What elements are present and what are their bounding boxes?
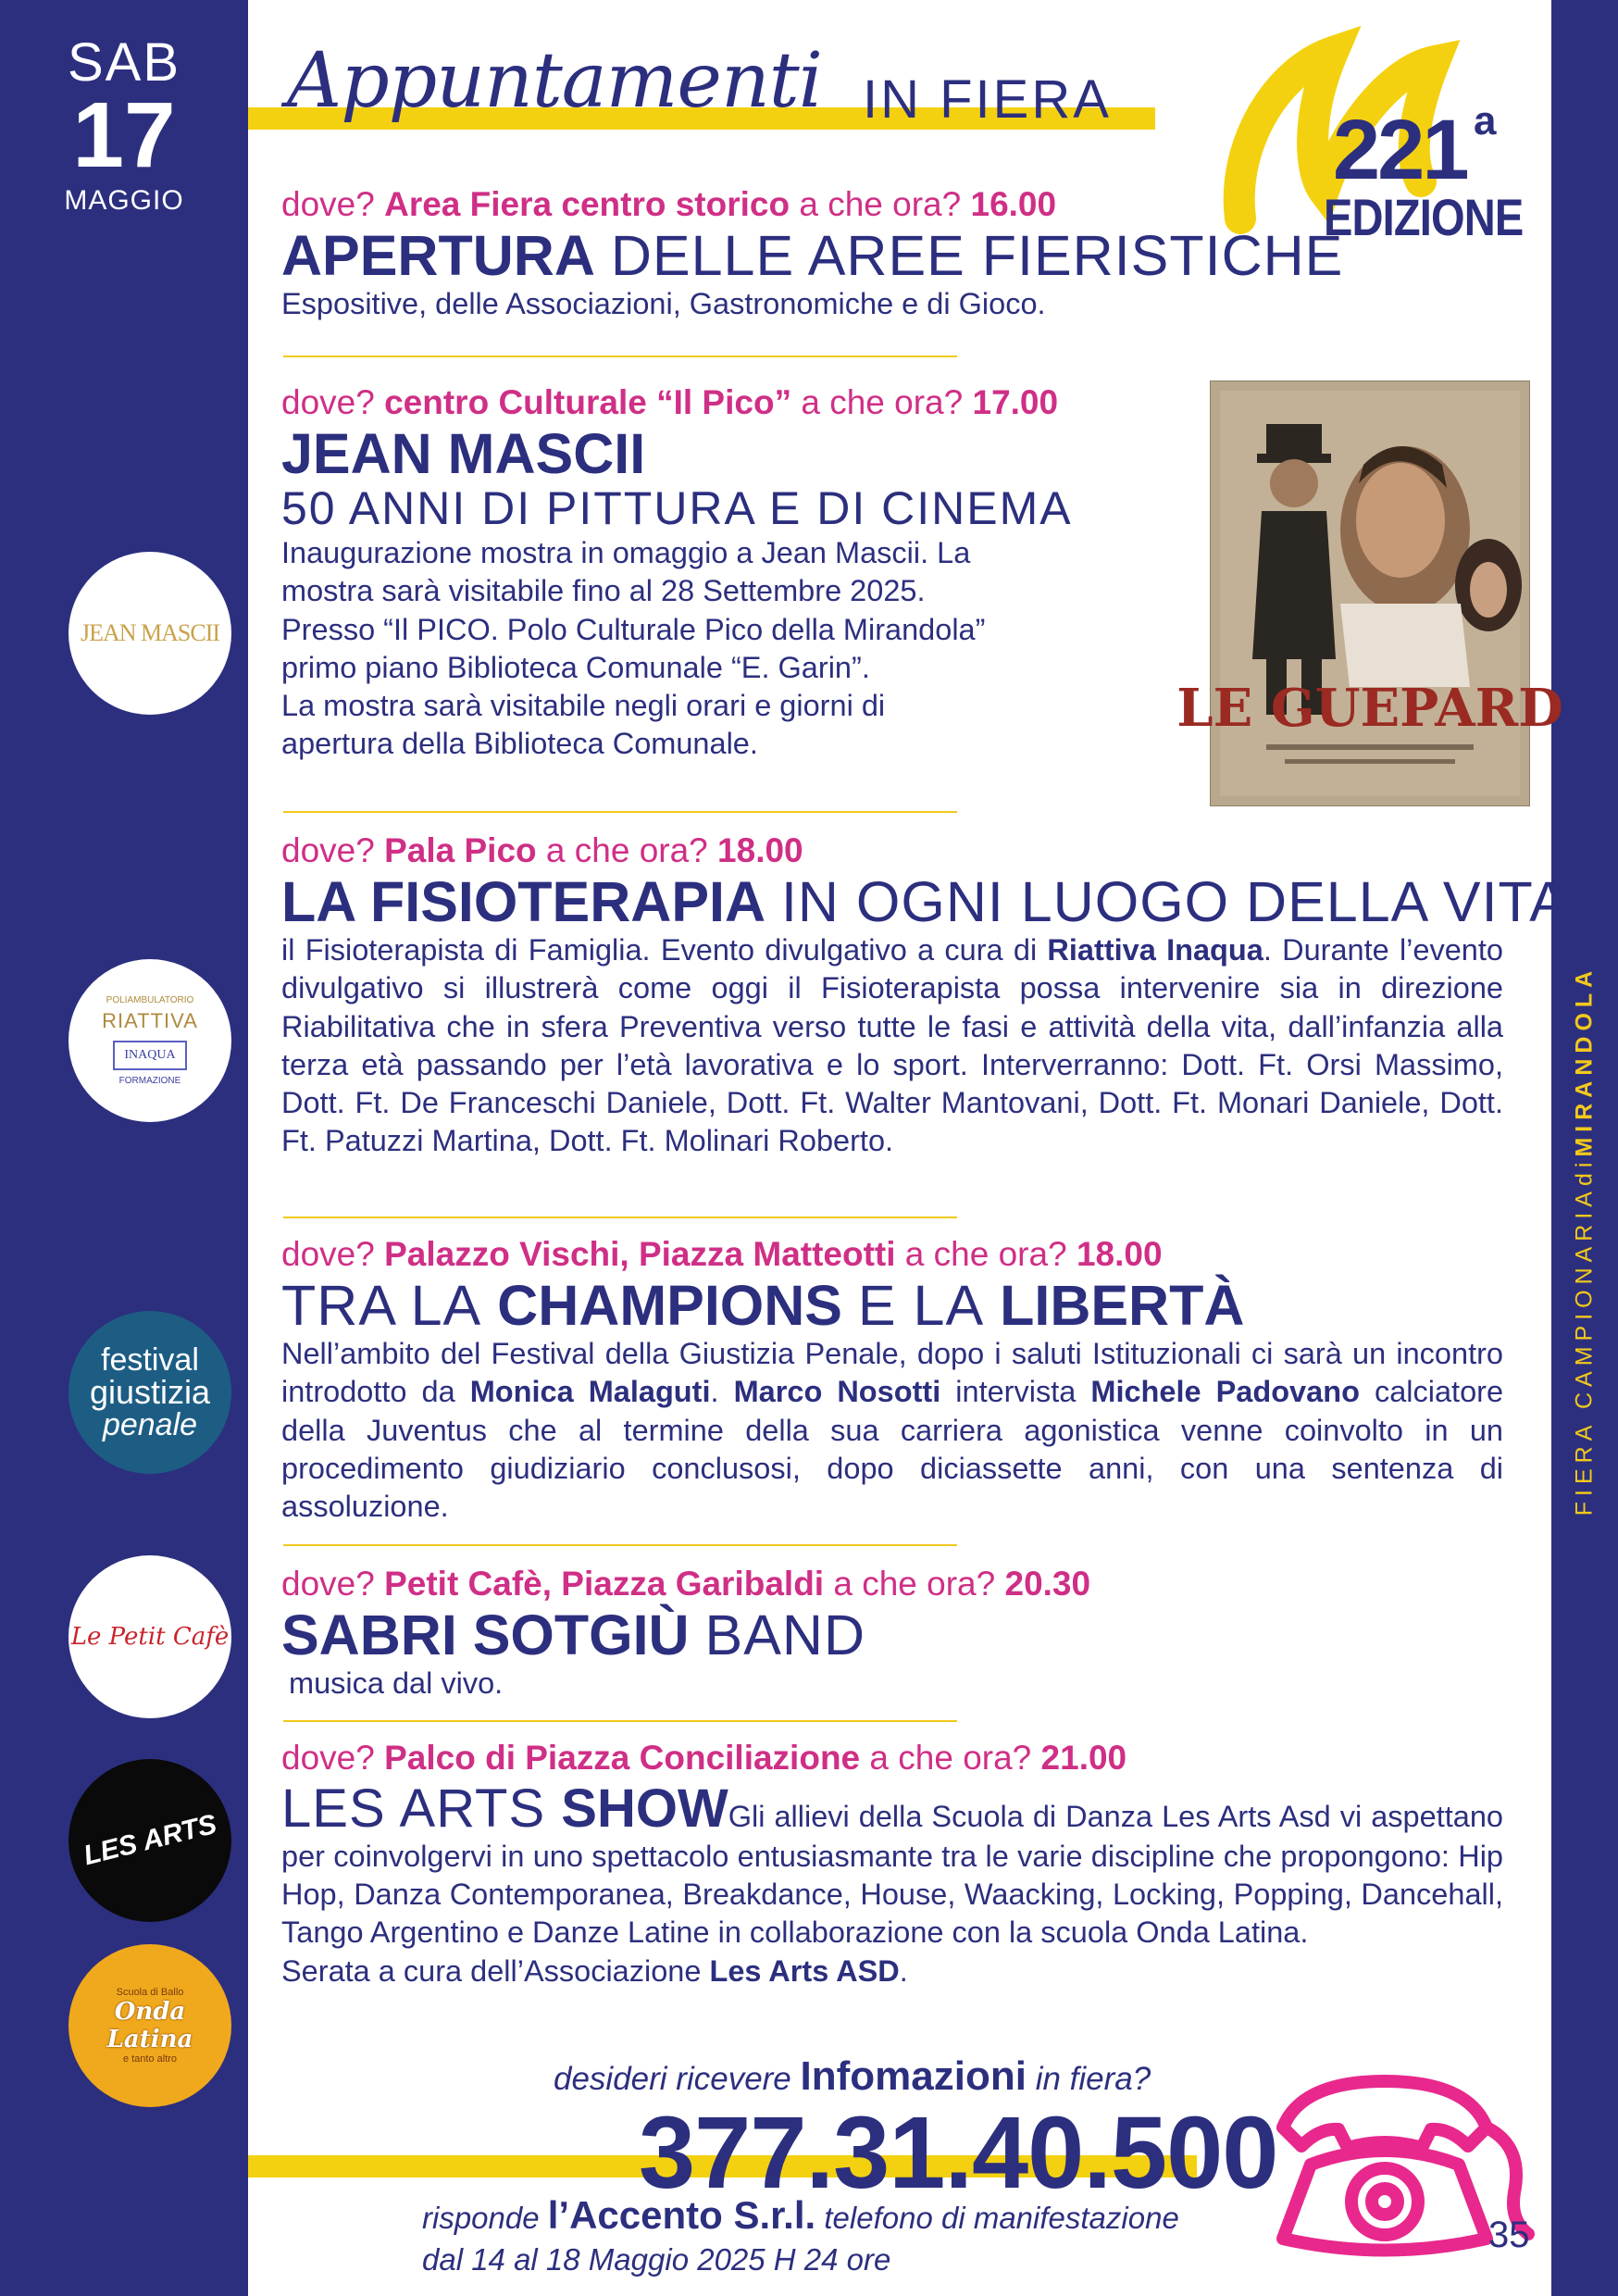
giustizia-text: giustizia	[89, 1373, 211, 1411]
event-place: Petit Cafè, Piazza Garibaldi	[384, 1565, 825, 1603]
person-name: Michele Padovano	[1090, 1375, 1360, 1409]
body-intro: il Fisioterapista di Famiglia. Evento divulgativo a cura di	[281, 933, 1038, 967]
event-place: Palazzo Vischi, Piazza Matteotti	[384, 1235, 896, 1273]
event-time: 21.00	[1040, 1739, 1127, 1777]
body-line: mostra sarà visitabile fino al 28 Settembre 2025.	[281, 574, 926, 608]
divider	[283, 811, 957, 813]
body-line: apertura della Biblioteca Comunale.	[281, 727, 758, 761]
when-label: a che ora?	[799, 185, 962, 223]
festival-giustizia-penale-logo	[68, 1311, 231, 1474]
onda-latina-logo	[68, 1944, 231, 2107]
event-title	[281, 226, 1503, 285]
header-subtitle: IN FIERA	[863, 69, 1112, 130]
event-meta	[281, 1565, 1503, 1603]
body-text: Nell’ambito del Festival della Giustizia Penale, dopo i saluti Istituzionali ci sarà un incontro introdotto da	[281, 1337, 1503, 1409]
body-line: Inaugurazione mostra in omaggio a Jean Mascii. La	[281, 536, 971, 570]
body-organizer: Les Arts ASD	[709, 1953, 900, 1988]
event-meta	[281, 1235, 1503, 1274]
event-body	[281, 534, 1207, 764]
phone-number: 377.31.40.500	[639, 2096, 1278, 2210]
responder-pre: risponde	[422, 2201, 540, 2235]
info-bold: Infomazioni	[800, 2053, 1027, 2099]
event-time: 17.00	[972, 383, 1059, 421]
penale-text: penale	[102, 1407, 198, 1442]
event-title-bold: SABRI SOTGIÙ	[281, 1603, 690, 1666]
riattiva-logo	[68, 959, 231, 1122]
formazione-text: FORMAZIONE	[118, 1076, 181, 1086]
responder-info	[422, 2190, 1179, 2279]
event-title	[281, 424, 1207, 483]
event-body: Espositive, delle Associazioni, Gastronomiche e di Gioco.	[281, 287, 1046, 321]
body-organizer: Riattiva Inaqua	[1047, 933, 1263, 967]
divider	[283, 356, 957, 357]
divider	[283, 1544, 957, 1546]
onda-latina-text: Onda Latina	[106, 1998, 193, 2053]
event-meta	[281, 831, 1503, 870]
jean-mascii-logo-text: JEAN MASCII	[80, 619, 220, 646]
event-title-bold: JEAN MASCII	[281, 422, 646, 485]
person-name: Marco Nosotti	[733, 1375, 941, 1409]
responder-post: telefono di manifestazione	[824, 2201, 1179, 2235]
body-text: Gli allievi della Scuola di Danza Les Arts Asd vi aspettano per coinvolgervi in uno spettacolo entusiasmante tra le varie discipline che propongono: Hip Hop, Danza Contemporanea, Breakdance, House, Waacking, Locking, Popping, Dancehall, Tango Argentino e Danze Latine in collaborazione con la scuola Onda Latina.	[281, 1800, 1503, 1950]
responder-dates: dal 14 al 18 Maggio 2025 H 24 ore	[422, 2241, 891, 2277]
event-title-light: DELLE AREE FIERISTICHE	[610, 224, 1344, 287]
event-sabri-sotgiu	[281, 1565, 1503, 1703]
company-name: l’Accento S.r.l.	[547, 2193, 816, 2237]
event-jean-mascii	[281, 383, 1207, 764]
event-meta	[281, 1739, 1503, 1778]
weekday: SAB	[67, 32, 181, 93]
film-poster-illustration	[1176, 381, 1563, 805]
header-title: Appuntamenti	[287, 37, 822, 125]
divider	[283, 1720, 957, 1722]
les-arts-text: LES ARTS	[80, 1808, 220, 1872]
event-title-bold: CHAMPIONS	[497, 1274, 842, 1337]
event-title	[281, 870, 1568, 933]
event-title-bold: LIBERTÀ	[1000, 1274, 1245, 1337]
person-name: Monica Malaguti	[469, 1375, 711, 1409]
where-label: dove?	[281, 383, 375, 421]
event-body: musica dal vivo.	[289, 1666, 504, 1701]
when-label: a che ora?	[833, 1565, 996, 1603]
event-time: 18.00	[717, 831, 803, 869]
onda-bottom-text: e tanto altro	[122, 2053, 178, 2065]
event-body: LES ARTS SHOWGli allievi della Scuola di Danza Les Arts Asd vi aspettano per coinvolgervi in uno spettacolo entusiasmante tra le varie discipline che propongono: Hip Hop, Danza Contemporanea, Breakdance, House, Waacking, Locking, Popping, Dancehall, Tango Argentino e Danze Latine in collaborazione con la scuola Onda Latina. Serata a cura dell’Associazione Les Arts ASD.	[281, 1778, 1503, 1988]
event-place: Area Fiera centro storico	[384, 185, 790, 223]
edition-number: 221	[1333, 103, 1467, 197]
side-label-city: MIRANDOLA	[1571, 965, 1598, 1157]
petit-cafe-text: Le Petit Cafè	[70, 1623, 230, 1651]
event-time: 20.30	[1004, 1565, 1091, 1603]
film-poster-image	[1176, 381, 1563, 805]
inaqua-text: INAQUA	[113, 1041, 186, 1070]
month: MAGGIO	[64, 185, 184, 216]
body-line: La mostra sarà visitabile negli orari e giorni di	[281, 689, 886, 723]
info-question	[554, 2053, 1151, 2100]
body-rest: Durante l’evento divulgativo si illustrerà come oggi il Fisioterapista possa intervenire sia in direzione Riabilitativa che in sfera Preventiva verso tutte le fasi e attività della vita, dall’infanzia alla terza età passando per l’età lavorativa e lo sport. Interverranno: Dott. Ft. Orsi Massimo, Dott. Ft. De Franceschi Daniele, Dott. Ft. Walter Mantovani, Dott. Ft. Monari Daniele, Dott. Ft. Patuzzi Martina, Dott. Ft. Molinari Roberto.	[281, 933, 1503, 1158]
poster-title: LE GUEPARD	[1176, 678, 1563, 739]
event-title-bold: SHOW	[561, 1778, 728, 1839]
event-title-bold: APERTURA	[281, 224, 595, 287]
event-les-arts-show	[281, 1739, 1503, 1990]
riattiva-top-text: POLIAMBULATORIO	[106, 995, 194, 1005]
event-title	[281, 1276, 1503, 1335]
event-title-light: TRA LA	[281, 1274, 482, 1337]
event-apertura	[281, 185, 1503, 323]
when-label: a che ora?	[801, 383, 964, 421]
side-label-prefix: FIERA CAMPIONARIA	[1571, 1186, 1598, 1516]
event-subtitle: 50 ANNI DI PITTURA E DI CINEMA	[281, 482, 1073, 535]
where-label: dove?	[281, 1235, 375, 1273]
event-meta	[281, 185, 1503, 224]
event-meta	[281, 383, 1207, 422]
event-time: 18.00	[1076, 1235, 1163, 1273]
event-title	[281, 1778, 728, 1839]
event-fisioterapia	[281, 831, 1568, 1161]
divider	[283, 1217, 957, 1218]
festival-text: festival	[101, 1342, 199, 1378]
petit-cafe-logo	[68, 1555, 231, 1718]
event-champions	[281, 1235, 1503, 1526]
where-label: dove?	[281, 1739, 375, 1777]
info-pre: desideri ricevere	[554, 2061, 791, 2097]
jean-mascii-logo	[68, 552, 231, 715]
page-number: 35	[1488, 2215, 1530, 2255]
when-label: a che ora?	[904, 1235, 1067, 1273]
when-label: a che ora?	[545, 831, 708, 869]
body-text: calciatore della Juventus che al termine della sua carriera agonistica venne coinvolto in un procedimento giudiziario conclusosi, dopo diciassette anni, con una sentenza di assoluzione.	[281, 1375, 1504, 1524]
info-post: in fiera?	[1035, 2061, 1151, 2097]
side-label	[1572, 966, 1599, 1516]
body-footer: Serata a cura dell’Associazione	[281, 1953, 702, 1988]
event-body: il Fisioterapista di Famiglia. Evento divulgativo a cura di Riattiva Inaqua. Durante l’evento divulgativo si illustrerà come oggi il Fisioterapista possa intervenire sia in direzione Riabilitativa che in sfera Preventiva verso tutte le fasi e attività della vita, dall’infanzia alla terza età passando per l’età lavorativa e lo sport. Interverranno: Dott. Ft. Orsi Massimo, Dott. Ft. De Franceschi Daniele, Dott. Ft. Walter Mantovani, Dott. Ft. Monari Daniele, Dott. Ft. Patuzzi Martina, Dott. Ft. Molinari Roberto.	[281, 933, 1503, 1158]
onda-top-text: Scuola di Ballo	[116, 1987, 184, 1998]
event-place: centro Culturale “Il Pico”	[384, 383, 792, 421]
body-text: intervista	[955, 1375, 1077, 1409]
riattiva-text: RIATTIVA	[102, 1009, 198, 1032]
edition-label: EDIZIONE	[1324, 188, 1524, 246]
when-label: a che ora?	[869, 1739, 1032, 1777]
where-label: dove?	[281, 831, 375, 869]
event-place: Palco di Piazza Conciliazione	[384, 1739, 861, 1777]
event-title-light: LES ARTS	[281, 1778, 546, 1839]
where-label: dove?	[281, 1565, 375, 1603]
event-place: Pala Pico	[384, 831, 537, 869]
event-title-bold: LA FISIOTERAPIA	[281, 870, 766, 933]
les-arts-logo	[68, 1759, 231, 1922]
edition-suffix: a	[1474, 98, 1497, 144]
event-title-light: BAND	[704, 1603, 866, 1666]
where-label: dove?	[281, 185, 375, 223]
body-line: Presso “Il PICO. Polo Culturale Pico della Mirandola”	[281, 612, 986, 646]
event-title-light: E LA	[857, 1274, 985, 1337]
event-title	[281, 1605, 1503, 1665]
day-number: 17	[72, 83, 176, 187]
event-body: Nell’ambito del Festival della Giustizia Penale, dopo i saluti Istituzionali ci sarà un incontro introdotto da Monica Malaguti. Marco Nosotti intervista Michele Padovano calciatore della Juventus che al termine della sua carriera agonistica venne coinvolto in un procedimento giudiziario conclusosi, dopo diciassette anni, con una sentenza di assoluzione.	[281, 1337, 1504, 1524]
event-time: 16.00	[970, 185, 1057, 223]
event-title-light: IN OGNI LUOGO DELLA VITA	[780, 870, 1568, 933]
side-label-di: di	[1571, 1156, 1598, 1187]
body-line: primo piano Biblioteca Comunale “E. Garin”.	[281, 650, 870, 684]
